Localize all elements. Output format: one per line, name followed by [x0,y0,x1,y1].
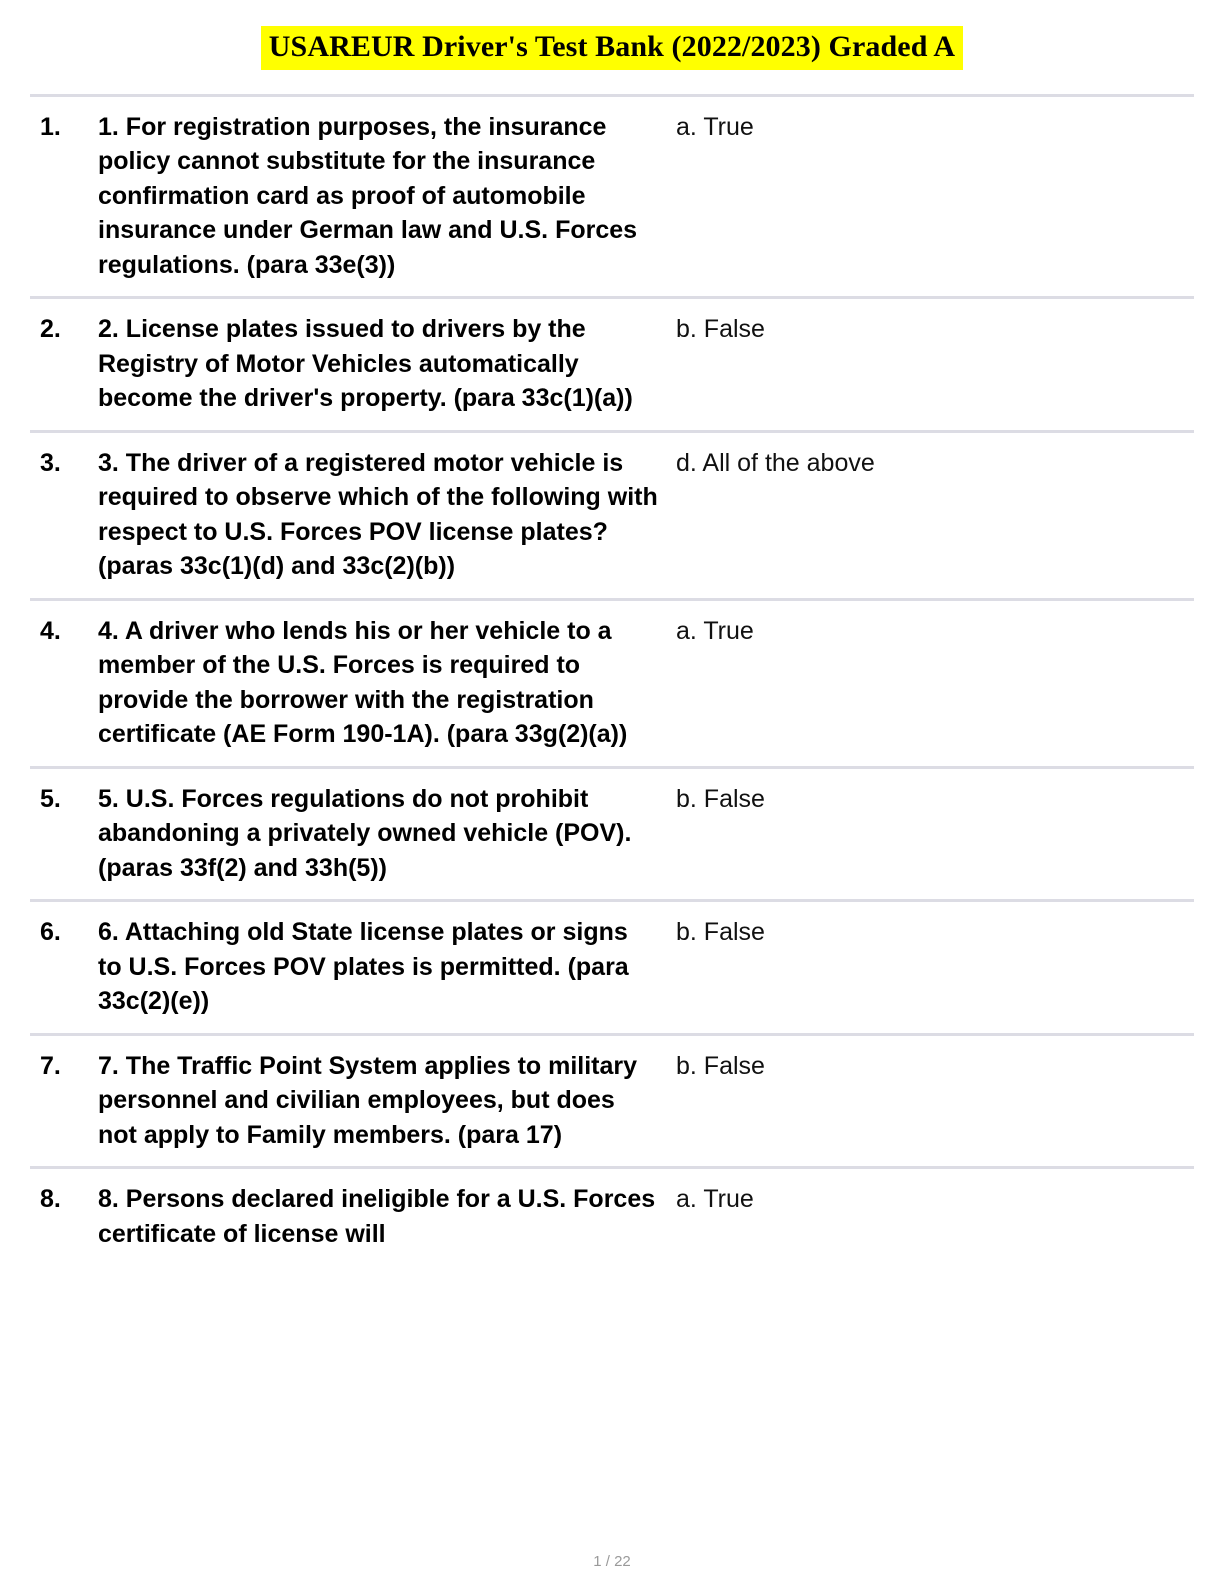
table-row [30,298,1194,432]
table-row [30,1034,1194,1168]
table-row [30,599,1194,767]
question-table-body [30,95,1194,1265]
answer-text: b. False [676,784,765,813]
answer-text: b. False [676,918,765,946]
question-text: 2. License plates issued to drivers by the Registry of Motor Vehicles automatically become the driver's property. (para 33c(1)(a)) [98,315,633,412]
question-number: 5. [40,784,61,813]
page-number-footer: 1 / 22 [593,1553,631,1570]
question-text: 5. U.S. Forces regulations do not prohibit abandoning a privately owned vehicle (POV). (paras 33f(2) and 33h(5)) [98,784,632,882]
table-row [30,95,1194,298]
question-number: 8. [40,1185,61,1213]
question-number: 2. [40,315,61,343]
answer-text: a. True [676,616,754,645]
answer-text: a. True [676,1185,754,1213]
table-row [30,431,1194,599]
answer-text: a. True [676,112,754,141]
question-number: 4. [40,616,61,645]
question-text: 4. A driver who lends his or her vehicle to a member of the U.S. Forces is required to provide the borrower with the registration certificate (AE Form 190-1A). (para 33g(2)(a)) [98,616,628,748]
question-number: 3. [40,448,61,477]
title-container [0,0,1224,78]
question-number: 6. [40,918,61,946]
answer-text: b. False [676,315,765,343]
question-number: 7. [40,1051,61,1080]
table-row [30,767,1194,901]
page-title: USAREUR Driver's Test Bank (2022/2023) Graded A [261,26,963,70]
question-table [30,94,1194,1266]
question-number: 1. [40,112,61,141]
answer-text: d. All of the above [676,448,875,477]
question-text: 6. Attaching old State license plates or signs to U.S. Forces POV plates is permitted. (para 33c(2)(e)) [98,918,629,1015]
table-row [30,1168,1194,1266]
question-text: 8. Persons declared ineligible for a U.S. Forces certificate of license will [98,1185,656,1248]
answer-text: b. False [676,1051,765,1080]
question-text: 7. The Traffic Point System applies to military personnel and civilian employees, but does not apply to Family members. (para 17) [98,1051,638,1149]
question-text: 3. The driver of a registered motor vehicle is required to observe which of the following with respect to U.S. Forces POV license plates? (paras 33c(1)(d) and 33c(2)(b)) [98,448,658,580]
question-text: 1. For registration purposes, the insurance policy cannot substitute for the insurance confirmation card as proof of automobile insurance under German law and U.S. Forces regulations. (para 33e(3)) [98,112,638,279]
table-row [30,901,1194,1035]
